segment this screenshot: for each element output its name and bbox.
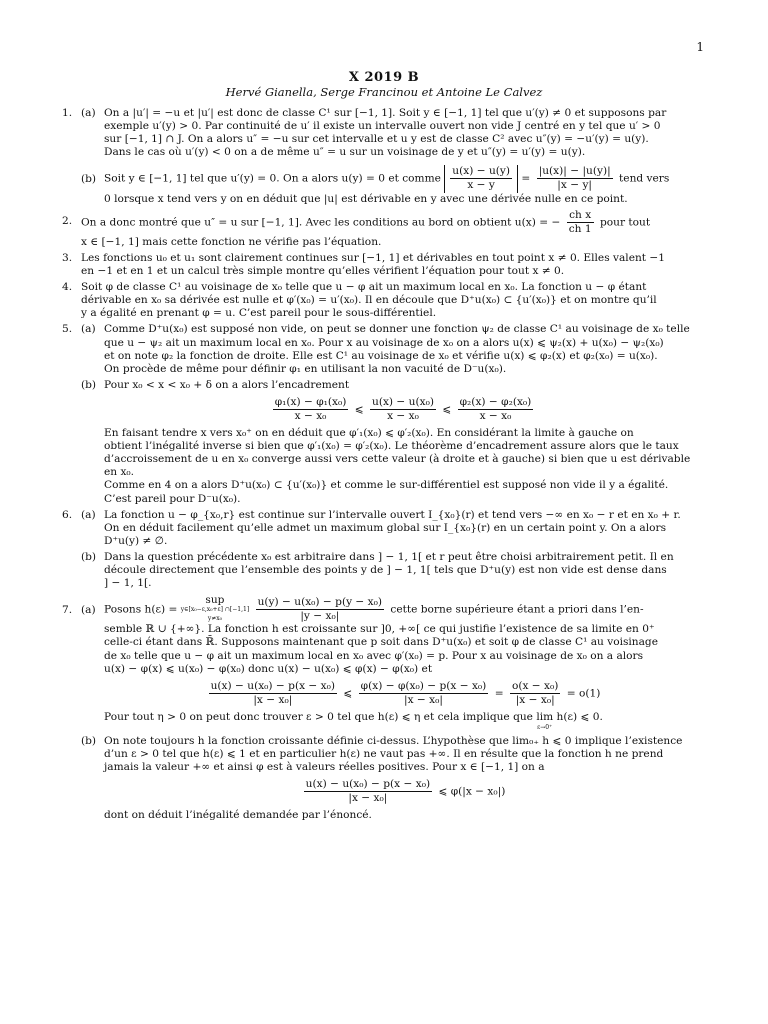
text-line: jamais la valeur +∞ et ainsi φ est à valeurs réelles positives. Pour x ∈ [−1, 1] on a: [104, 761, 545, 774]
question-7: [62, 594, 702, 822]
part-label: (b): [81, 550, 97, 563]
part-label: (a): [81, 604, 96, 617]
page-number: 1: [696, 40, 704, 54]
document-title: X 2019 B: [348, 70, 420, 85]
document-body: [62, 107, 702, 823]
text-line: D⁺u(y) ≠ ∅.: [104, 534, 168, 547]
text-line: En faisant tendre x vers x₀⁺ on en déduit que φ′₁(x₀) ⩽ φ′₂(x₀). En considérant la limite à gauche on: [104, 427, 634, 440]
text-line: d’accroissement de u en x₀ converge aussi vers cette valeur (à droite et à gauche) si bien que u est dérivable: [104, 453, 691, 466]
text-line: semble ℝ ∪ {+∞}. La fonction h est croissante sur ]0, +∞[ ce qui justifie l’existence de sa limite en 0⁺: [104, 623, 655, 636]
display-equation: $\frac{\text{u(x) − u(x₀) − p(x − x₀)}}{\text{|x − x₀|}}$ ⩽ $\frac{\text{φ(x) − φ(x₀) − p(x − x₀)}}{\text{|x − x₀|}}$ = $\frac{\text{o(x − x₀)}}{\text{|x − x₀|}}$ = o(1): [210, 679, 601, 706]
question-number: 6.: [62, 508, 73, 521]
part-1a: [66, 107, 702, 159]
text-line: d’un ε > 0 tel que h(ε) ⩽ 1 et en particulier h(ε) ne vaut pas +∞. Il en résulte que la fonction h ne prend: [104, 748, 664, 761]
text-line: Dans le cas où u′(y) < 0 on a de même u″ = u sur un voisinage de y et u″(y) = u′(y) = u(y).: [104, 146, 586, 159]
text-span: Posons h(ε) =: [104, 603, 178, 616]
text-line: u(x) − φ(x) ⩽ u(x₀) − φ(x₀) donc u(x) − u(x₀) ⩽ φ(x) − φ(x₀) et: [104, 662, 433, 675]
text-line: La fonction u − φ_{x₀,r} est continue sur l’intervalle ouvert I_{x₀}(r) et tend vers −∞ en x₀ − r et en x₀ + r.: [104, 508, 681, 521]
fraction: $\frac{\text{u(y) − u(x₀) − p(y − x₀)}}{\text{|y − x₀|}}$: [257, 596, 383, 623]
part-6b: [66, 551, 702, 590]
text-line: de x₀ telle que u − φ ait un maximum local en x₀ avec φ′(x₀) = p. Pour x au voisinage de x₀ on a alors: [104, 649, 644, 662]
text-line: On procède de même pour définir φ₁ en utilisant la non vacuité de D⁻u(x₀).: [104, 362, 507, 375]
text-line: Comme en 4 on a alors D⁺u(x₀) ⊂ {u′(x₀)} et comme le sur-différentiel est supposé non vide il y a égalité.: [104, 479, 669, 492]
text-line: x ∈ [−1, 1] mais cette fonction ne vérifie pas l’équation.: [81, 235, 382, 248]
text-line: [104, 711, 702, 732]
text-line: découle directement que l’ensemble des points y de ] − 1, 1[ tels que D⁺u(y) est non vide est dense dans: [104, 564, 667, 576]
text-line: celle-ci étant dans ℝ̄. Supposons maintenant que p soit dans D⁺u(x₀) et soit φ de classe C¹ au voisinage: [104, 636, 658, 649]
text-line: obtient l’inégalité inverse si bien que φ′₁(x₀) = φ′₂(x₀). Le théorème d’encadrement assure alors que le taux: [104, 440, 679, 453]
part-label: (b): [81, 173, 97, 186]
fraction: $\frac{u(x) - u(y)}{x - y}$: [452, 165, 511, 192]
text-line: Dans la question précédente x₀ est arbitraire dans ] − 1, 1[ et r peut être choisi arbitrairement petit. Il en: [104, 550, 674, 563]
question-number: 5.: [62, 323, 73, 336]
sup-operator: sup y∈[x₀−ε,x₀+ε] ∩[−1,1] y≠x₀: [180, 594, 250, 623]
text-span: tend vers: [619, 172, 670, 185]
question-number: 3.: [62, 251, 73, 264]
text-span: cette borne supérieure étant a priori dans l’en-: [390, 603, 644, 616]
text-line: en −1 et en 1 et un calcul très simple montre qu’elles vérifient l’équation pour tout x ≠ 0.: [81, 265, 565, 278]
text-span: h(ε) ⩽ 0.: [556, 710, 603, 723]
text-span: Pour tout η > 0 on peut donc trouver ε > 0 tel que h(ε) ⩽ η et cela implique que: [104, 710, 533, 723]
text-line: et on note φ₂ la fonction de droite. Elle est C¹ au voisinage de x₀ et vérifie u(x) ⩽ φ₂(x) et φ₂(x₀) = u(x₀).: [104, 349, 658, 362]
text-line: y a égalité en prenant φ = u. C’est pareil pour le sous-différentiel.: [81, 307, 437, 320]
part-label: (b): [81, 734, 97, 747]
text-line: On a |u′| = −u et |u′| est donc de classe C¹ sur [−1, 1]. Soit y ∈ [−1, 1] tel que u′(y) ≠ 0 et supposons par: [104, 107, 667, 119]
text-line: que u − ψ₂ ait un maximum local en x₀. Pour x au voisinage de x₀ on a alors u(x) ⩽ ψ₂(x) + u(x₀) − ψ₂(x₀): [104, 336, 664, 349]
question-number: 1.: [62, 107, 73, 119]
text-line: C’est pareil pour D⁻u(x₀).: [104, 492, 241, 505]
question-number: 4.: [62, 281, 73, 294]
question-2: [62, 208, 702, 249]
part-label: (a): [81, 323, 96, 336]
part-7a: [66, 596, 702, 732]
display-equation: $\frac{\text{φ₁(x) − φ₁(x₀)}}{\text{x − x₀}}$ ⩽ $\frac{\text{u(x) − u(x₀)}}{\text{x − x₀}}$ ⩽ $\frac{\text{φ₂(x) − φ₂(x₀)}}{\text{x − x₀}}$: [274, 395, 532, 422]
question-3: [62, 251, 702, 278]
fraction: $\frac{\text{ch x}}{ch 1}$: [568, 208, 592, 235]
text-line: sur [−1, 1] ∩ J. On a alors u″ = −u sur cet intervalle et u y est de classe C² avec u″(y) = −u′(y) = u(y).: [104, 133, 649, 146]
question-4: [62, 281, 702, 320]
fraction: $\frac{|u(x)| - |u(y)|}{|x - y|}$: [538, 165, 611, 192]
text-line: Pour x₀ < x < x₀ + δ on a alors l’encadrement: [104, 378, 350, 391]
text-line: Soit y ∈ [−1, 1] tel que u′(y) = 0. On a alors u(y) = 0 et comme $\frac{u(x) - u(y)}{x - y}$ = $\frac{|u(x)| - |u(y)|}{|x - y|}$ tend vers: [104, 165, 670, 192]
part-1b: [66, 165, 702, 205]
text-span: Soit y ∈ [−1, 1] tel que u′(y) = 0. On a alors u(y) = 0 et comme: [104, 172, 441, 185]
question-1: [62, 107, 702, 206]
part-label: (a): [81, 508, 96, 521]
part-5a: [66, 323, 702, 375]
part-label: (a): [81, 107, 96, 119]
text-line: ] − 1, 1[.: [104, 577, 152, 590]
part-label: (b): [81, 378, 97, 391]
question-number: 2.: [62, 214, 73, 227]
question-2-body: [66, 209, 702, 249]
question-4-body: [66, 281, 702, 320]
question-5: [62, 323, 702, 505]
text-line: [104, 596, 702, 623]
text-line: On en déduit facilement qu’elle admet un maximum global sur I_{x₀}(r) en un certain point y. On a alors: [104, 521, 667, 534]
part-6a: [66, 509, 702, 548]
text-line: exemple u′(y) > 0. Par continuité de u′ il existe un intervalle ouvert non vide J centré en y tel que u′ > 0: [104, 120, 661, 133]
abs-fraction: [444, 165, 518, 192]
text-line: [81, 209, 702, 236]
text-line: dérivable en x₀ sa dérivée est nulle et φ′(x₀) = u′(x₀). Il en découle que D⁺u(x₀) ⊂ {u′(x₀)} et on montre qu’il: [81, 294, 657, 307]
question-number: 7.: [62, 604, 73, 617]
text-span: On a donc montré que u″ = u sur [−1, 1]. Avec les conditions au bord on obtient u(x) = −: [81, 216, 561, 229]
authors: Hervé Gianella, Serge Francinou et Antoine Le Calvez: [225, 85, 543, 99]
text-line: Les fonctions u₀ et u₁ sont clairement continues sur [−1, 1] et dérivables en tout point x ≠ 0. Elles valent −1: [81, 251, 666, 264]
part-5b: [66, 379, 702, 506]
question-6: [62, 508, 702, 591]
part-7b: [66, 735, 702, 823]
lim-operator: lim ε→0⁺: [536, 710, 554, 731]
text-line: On note toujours h la fonction croissante définie ci-dessus. L’hypothèse que lim₀₊ h ⩽ 0 implique l’existence: [104, 734, 683, 747]
text-line: 0 lorsque x tend vers y on en déduit que |u| est dérivable en y avec une dérivée nulle en ce point.: [104, 192, 628, 205]
text-line: Comme D⁺u(x₀) est supposé non vide, on peut se donner une fonction ψ₂ de classe C¹ au voisinage de x₀ telle: [104, 323, 690, 336]
display-equation: $\frac{\text{u(x) − u(x₀) − p(x − x₀)}}{\text{|x − x₀|}}$ ⩽ φ(|x − x₀|): [305, 778, 506, 805]
text-span: pour tout: [600, 216, 651, 229]
text-line: en x₀.: [104, 466, 135, 479]
question-3-body: [66, 252, 702, 278]
text-line: dont on déduit l’inégalité demandée par l’énoncé.: [104, 809, 372, 822]
text-line: Soit φ de classe C¹ au voisinage de x₀ telle que u − φ ait un maximum local en x₀. La fonction u − φ étant: [81, 281, 647, 294]
